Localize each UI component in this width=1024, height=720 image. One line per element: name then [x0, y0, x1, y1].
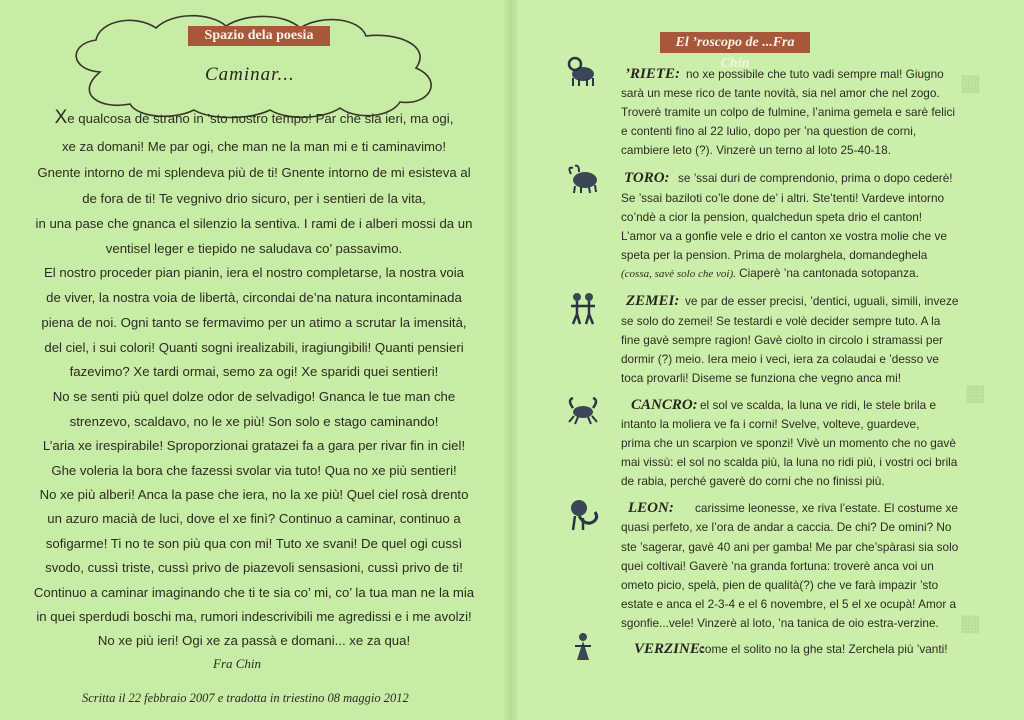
gemini-twins-icon [565, 290, 601, 326]
sign-name-cancer: CANCRO: [631, 397, 698, 413]
taurus-text-line: L’amor va a gonfie vele e drio el canton xe vostra molie che ve [621, 229, 947, 243]
poem-footer-date: Scritta il 22 febbraio 2007 e tradotta in triestino 08 maggio 2012 [82, 691, 409, 705]
gemini-text-line: toca provarli! Diseme se funziona che vegno anca mi! [621, 371, 901, 385]
poem-line: El nostro proceder pian pianin, iera el nostro completarse, la nostra voia [43, 265, 465, 280]
poem-line: No xe più alberi! Anca la pase che iera, no la xe più! Quel ciel rosà drento [39, 487, 469, 502]
poem-line: sofigarme! Ti no te son più qua con mi! Tuto xe svani! De quel ogi cussì [45, 536, 463, 551]
gemini-text-line: fine gavè sempre ragion! Gavè ciolto in circolo i stramassi per [621, 333, 943, 347]
sign-name-taurus: TORO: [624, 170, 670, 186]
poem-line: Ghe voleria la bora che fazessi svolar via tuto! Qua no xe più sentieri! [51, 463, 457, 478]
show-through-mark: ▦ [960, 610, 981, 635]
section-label-horoscope: El ’roscopo de ...Fra Chin [660, 32, 810, 53]
aries-text-line: no xe possibile che tuto vadi sempre mal! Giugno [686, 67, 944, 81]
taurus-text-line: Se ’ssai baziloti co’le done de’ i altri. Ste’tenti! Vardeve intorno [621, 191, 945, 205]
gemini-text-line: se solo do zemei! Se testardi e volè decider sempre tuto. A la [621, 314, 941, 328]
taurus-aside: (cossa, savè solo che voi). [621, 268, 736, 280]
taurus-text-line: co’ndè a cior la pension, qualchedun speta drio el canton! [621, 210, 923, 224]
poem-line: Gnente intorno de mi splendeva più de ti! Gnente intorno de mi esisteva al [37, 165, 471, 180]
taurus-last-line: Ciaperè ’na cantonada sotopanza. [739, 266, 919, 280]
leo-text-line: estate e anca el 2-3-4 e el 6 novembre, el 5 el xe ocupà! Amor a [621, 597, 957, 611]
leo-text-line: quasi perfeto, xe l’ora de andar a caccia. De chi? De omini? No [621, 520, 952, 534]
cancer-text-line: mai vissù: el sol no scalda più, la luna no ridi più, i vostri oci brila [621, 455, 958, 469]
gemini-text-line: dormir (?) meio. Iera meio i veci, iera za colaudai e ’desso ve [621, 352, 939, 366]
sign-name-aries: ’RIETE: [625, 66, 681, 82]
poem-line: Continuo a caminar imaginando che ti te sia co’ mi, co’ la tua man ne la mia [33, 585, 475, 600]
poem-line: in quei sperdudi boschi ma, rumori indescrivibili me agredissi e i me avolzi! [36, 609, 472, 624]
poem-line: xe za domani! Me par ogi, che man ne la man mi e ti caminavimo! [61, 139, 447, 154]
poem-line: No xe più ieri! Ogi xe za passà e domani... xe za qua! [97, 633, 411, 648]
section-label-poetry: Spazio dela poesia [188, 26, 330, 46]
poem-line: fazevimo? Xe tardi ormai, semo za ogi! Xe sparidi quei sentieri! [69, 364, 439, 379]
aries-ram-icon [565, 52, 601, 88]
cancer-text-line: de rabia, perché gaverè do corni che no finissi più. [621, 474, 885, 488]
poem-line: svodo, cussì triste, cussì privo de piazevoli sensasioni, cussì privo de ti! [45, 560, 463, 575]
cancer-text-line: el sol ve scalda, la luna ve ridi, le stele brila e [700, 398, 937, 412]
show-through-mark: ▦ [965, 380, 986, 405]
leo-text-line: ste ’sagerar, gavè 40 ani per gamba! Me par che’spàrasi sia solo [621, 540, 959, 554]
leo-text-line: ometo picio, spelà, pien de qualità(?) che ve farà impazir ’sto [621, 578, 939, 592]
leo-text-line: quei coltivai! Gaverè ’na granda fortuna: troverè anca voi un [621, 559, 934, 573]
poem-line: del ciel, i sui colori! Quanti sogni irealizabili, iragiungibili! Quanti pensieri [44, 340, 464, 355]
virgo-text-line: come el solito no la ghe sta! Zerchela più ’vanti! [699, 642, 948, 656]
gemini-text-line: ve par de esser precisi, ’dentici, uguali, simili, inveze [685, 294, 959, 308]
poem-line: de viver, la nostra voia de libertà, circondai de’na natura incontaminada [46, 290, 462, 305]
leo-lion-icon [565, 496, 601, 532]
sign-name-leo: LEON: [628, 500, 674, 516]
taurus-text-line: se ’ssai duri de comprendonio, prima o dopo cederè! [678, 171, 953, 185]
aries-text-line: cambiere leto (?). Vinzerè un terno al loto 25-40-18. [621, 143, 891, 157]
poem-signature: Fra Chin [213, 656, 262, 671]
poem-title: Caminar... [205, 64, 295, 85]
taurus-text-line: speta per la pension. Prima de molarghela, domandeghela [621, 248, 928, 262]
sign-name-gemini: ZEMEI: [626, 293, 680, 309]
leo-text-line: carissime leonesse, xe riva l’estate. El costume xe [695, 501, 958, 515]
aries-text-line: e contenti fino al 22 lulio, dopo per ’na question de corni, [621, 124, 917, 138]
taurus-text-line [621, 266, 919, 280]
cancer-crab-icon [565, 392, 601, 428]
cancer-text-line: prima che un scarpion ve sponzi! Vivè un momento che no gavè [621, 436, 956, 450]
poem-line: strenzevo, scaldavo, no le xe più! Son solo e stago caminando! [69, 414, 439, 429]
leo-text-line: sgonfie...vele! Vinzerè al loto, ’na tanica de oio estra-verzine. [621, 616, 939, 630]
poem-line: No se senti più quel dolze odor de selvadigo! Gnanca le tue man che [52, 389, 456, 404]
virgo-maiden-icon [565, 630, 601, 666]
poem-line: de fora de ti! Te vegnivo drio sicuro, per i sentieri de la vita, [82, 191, 426, 206]
taurus-bull-icon [565, 160, 601, 196]
aries-text-line: Troverè tramite un colpo de fulmine, l’anima gemela e sarè felici [621, 105, 955, 119]
poem-line: un azuro macià de luci, dove el xe finì? Continuo a caminar, continuo a [47, 511, 461, 526]
poem-line: L’aria xe irespirabile! Sproporzionai gratazei fa a gara per rivar fin in ciel! [42, 438, 466, 453]
poem-line: piena de noi. Ogni tanto se fermavimo per un atimo a scrutar la imensità, [41, 315, 467, 330]
book-gutter [504, 0, 518, 720]
poem-line: Xe qualcosa de strano in ’sto nostro tempo! Par che sia ieri, ma ogi, [54, 107, 454, 128]
aries-text-line: sarà un mese rico de tante novità, sia nel amor che nel zogo. [621, 86, 940, 100]
poem-line: ventisel leger e tiepido ne saludava co’ passavimo. [105, 241, 403, 256]
show-through-mark: ▦ [960, 70, 981, 95]
cancer-text-line: intanto la moliera ve fa i corni! Svelve, volteve, guardeve, [621, 417, 920, 431]
poem-line: in una pase che gnanca el silenzio la sentiva. I rami de i alberi mossi da un [35, 216, 473, 231]
sign-name-virgo: VERZINE: [634, 641, 705, 657]
